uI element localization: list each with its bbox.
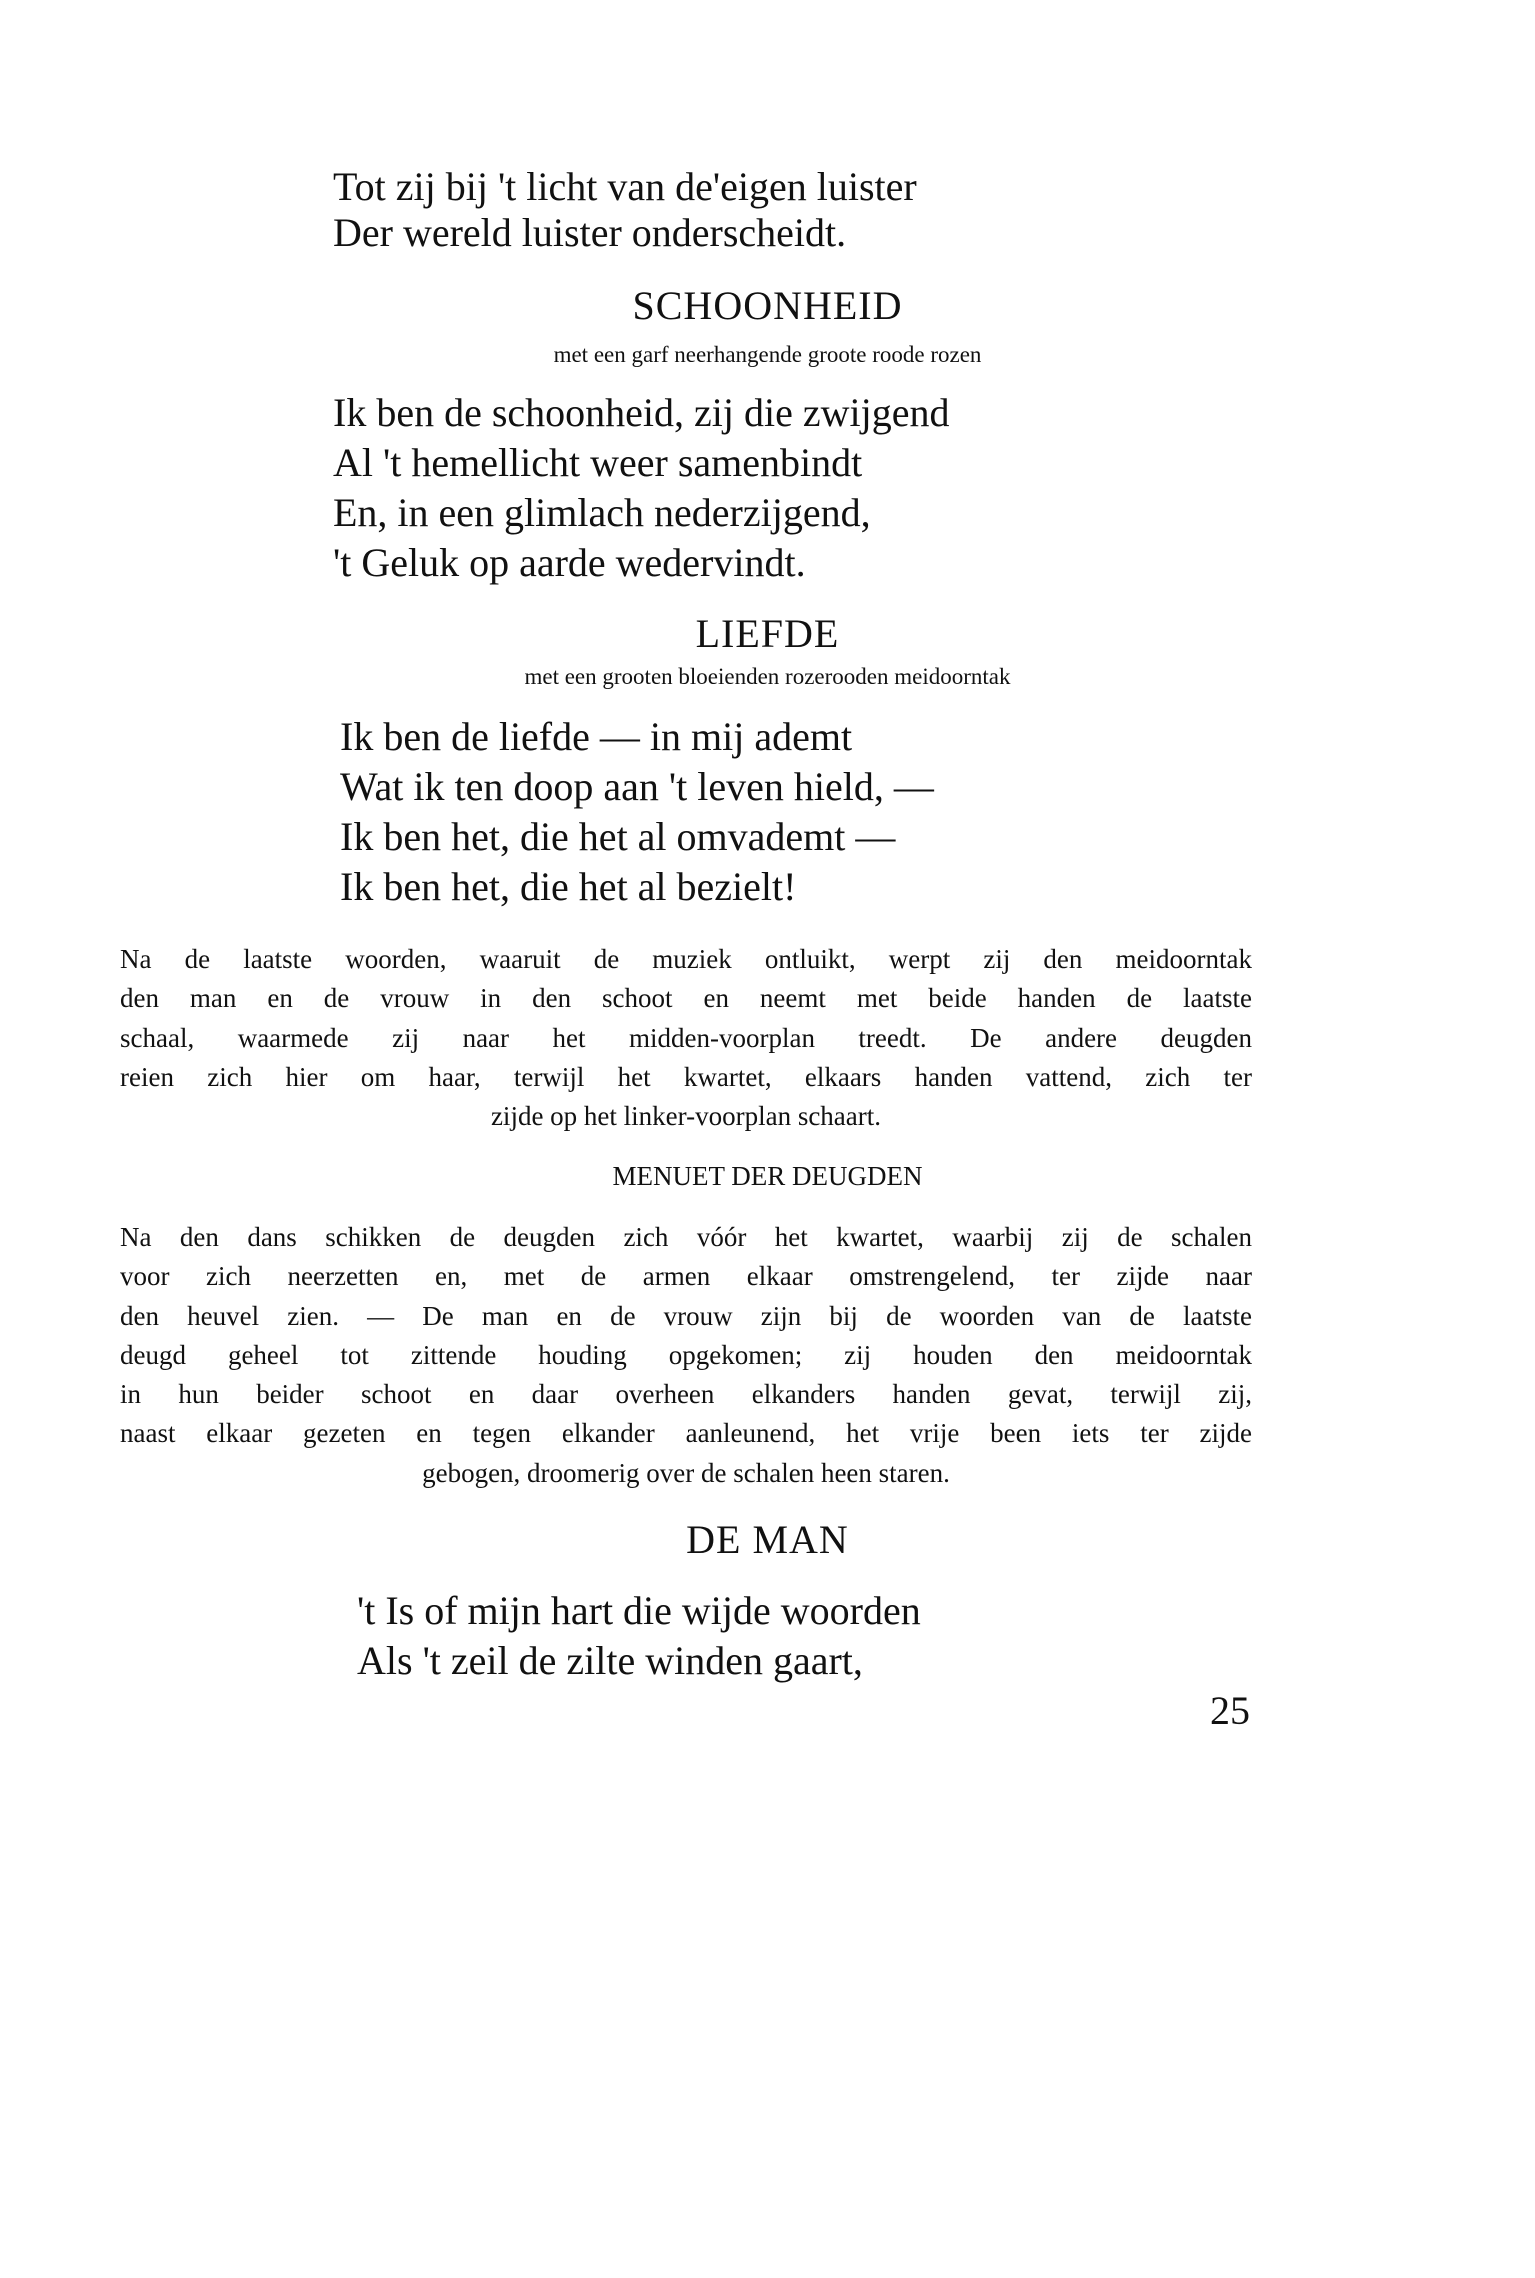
verse-line: Ik ben het, die het al omvademt — xyxy=(340,814,896,859)
stage-direction-2 xyxy=(120,1218,1252,1493)
section-subtitle: met een grooten bloeienden rozerooden meidoorntak xyxy=(524,664,1011,689)
verse-line: Der wereld luister onderscheidt. xyxy=(333,210,847,255)
verse-line: En, in een glimlach nederzijgend, xyxy=(333,490,871,535)
direction-line: deugd geheel tot zittende houding opgekomen; zij houden den meidoorntak xyxy=(120,1339,1252,1370)
direction-line: in hun beider schoot en daar overheen elkanders handen gevat, terwijl zij, xyxy=(120,1379,1252,1410)
verse-line: 't Geluk op aarde wedervindt. xyxy=(333,540,806,585)
verse-line: 't Is of mijn hart die wijde woorden xyxy=(357,1588,921,1633)
direction-line: Na de laatste woorden, waaruit de muziek ontluikt, werpt zij den meidoorntak xyxy=(120,944,1252,974)
direction-line: Na den dans schikken de deugden zich vóór het kwartet, waarbij zij de schalen xyxy=(120,1222,1252,1252)
section-subtitle: met een garf neerhangende groote roode rozen xyxy=(553,342,982,367)
direction-line: naast elkaar gezeten en tegen elkander aanleunend, het vrije been iets ter zijde xyxy=(120,1418,1252,1449)
page-number: 25 xyxy=(1210,1688,1250,1733)
direction-line: zijde op het linker-voorplan schaart. xyxy=(490,1101,882,1132)
verse-line: Tot zij bij 't licht van de'eigen luister xyxy=(333,164,917,209)
direction-line: den man en de vrouw in den schoot en neemt met beide handen de laatste xyxy=(120,983,1252,1014)
verse-line: Ik ben de schoonheid, zij die zwijgend xyxy=(333,390,950,435)
section-title-schoonheid: SCHOONHEID xyxy=(632,283,903,328)
verse-line: Wat ik ten doop aan 't leven hield, — xyxy=(340,764,934,809)
verse-line: Ik ben het, die het al bezielt! xyxy=(340,864,797,909)
section-title-de-man: DE MAN xyxy=(686,1517,849,1562)
direction-line: reien zich hier om haar, terwijl het kwartet, elkaars handen vattend, zich ter xyxy=(120,1061,1252,1092)
verse-line: Al 't hemellicht weer samenbindt xyxy=(333,440,863,485)
direction-line: den heuvel zien. — De man en de vrouw zijn bij de woorden van de laatste xyxy=(120,1300,1252,1331)
verse-line: Als 't zeil de zilte winden gaart, xyxy=(357,1638,863,1683)
direction-line: schaal, waarmede zij naar het midden-voorplan treedt. De andere deugden xyxy=(120,1022,1252,1053)
stage-direction-1 xyxy=(120,940,1252,1136)
direction-line: gebogen, droomerig over de schalen heen staren. xyxy=(422,1457,950,1488)
section-title-liefde: LIEFDE xyxy=(695,611,840,656)
menuet-heading: MENUET DER DEUGDEN xyxy=(612,1161,923,1191)
verse-line: Ik ben de liefde — in mij ademt xyxy=(340,714,853,759)
direction-line: voor zich neerzetten en, met de armen elkaar omstrengelend, ter zijde naar xyxy=(120,1261,1252,1292)
